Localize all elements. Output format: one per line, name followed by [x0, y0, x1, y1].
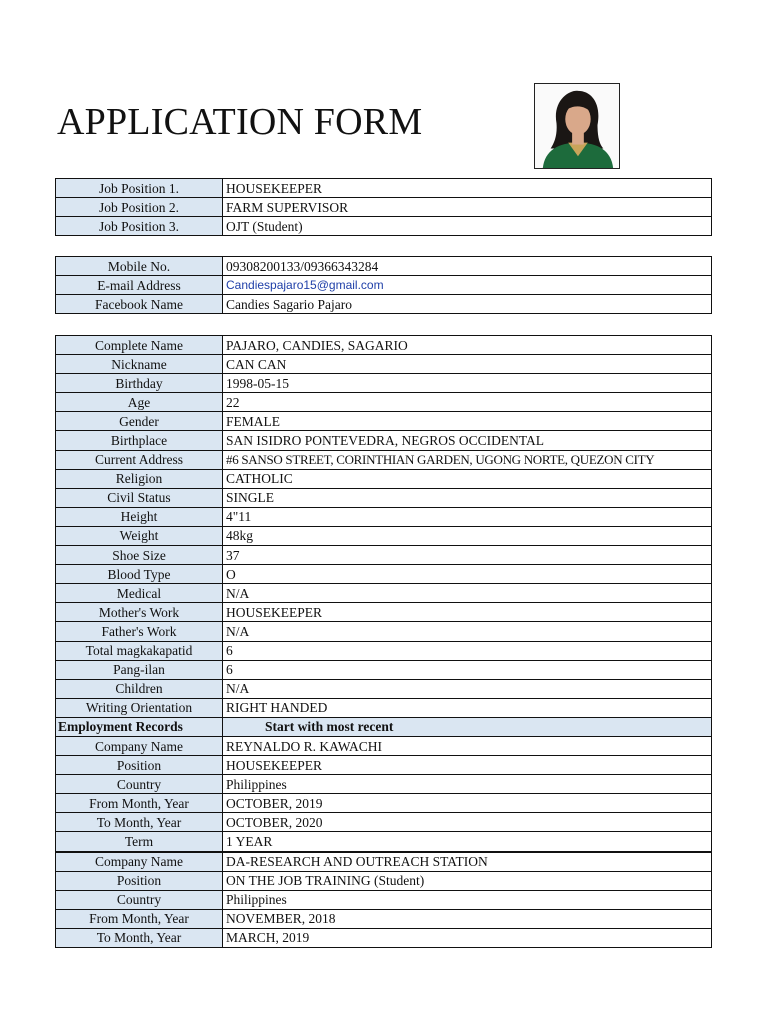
- field-value: HOUSEKEEPER: [223, 756, 712, 775]
- email-link[interactable]: Candiespajaro15@gmail.com: [223, 276, 712, 295]
- field-label: From Month, Year: [56, 909, 223, 928]
- field-label: Children: [56, 679, 223, 698]
- table-row: [56, 469, 712, 488]
- field-value: PAJARO, CANDIES, SAGARIO: [223, 336, 712, 355]
- table-row: [56, 412, 712, 431]
- field-label: Facebook Name: [56, 295, 223, 314]
- field-value: RIGHT HANDED: [223, 698, 712, 717]
- table-row: [56, 507, 712, 526]
- table-row: [56, 679, 712, 698]
- field-label: Country: [56, 890, 223, 909]
- table-row: [56, 909, 712, 928]
- table-row: [56, 736, 712, 755]
- table-row: [56, 852, 712, 872]
- field-label: Country: [56, 775, 223, 794]
- field-label: Blood Type: [56, 565, 223, 584]
- field-value: N/A: [223, 622, 712, 641]
- field-value: DA-RESEARCH AND OUTREACH STATION: [223, 852, 712, 872]
- table-row: [56, 890, 712, 909]
- facebook-value: Candies Sagario Pajaro: [223, 295, 712, 314]
- field-value: Philippines: [223, 775, 712, 794]
- applicant-photo: [534, 83, 620, 169]
- employment-header-label: Employment Records: [56, 717, 223, 736]
- field-value: REYNALDO R. KAWACHI: [223, 736, 712, 755]
- field-value: N/A: [223, 679, 712, 698]
- table-row: [56, 198, 712, 217]
- field-label: Religion: [56, 469, 223, 488]
- contact-table: [55, 256, 712, 314]
- table-row: [56, 374, 712, 393]
- table-row: [56, 698, 712, 717]
- table-row: [56, 565, 712, 584]
- field-label: Height: [56, 507, 223, 526]
- field-value: 48kg: [223, 526, 712, 545]
- field-label: Gender: [56, 412, 223, 431]
- field-label: Shoe Size: [56, 546, 223, 565]
- table-row: [56, 355, 712, 374]
- field-value: 1998-05-15: [223, 374, 712, 393]
- table-row: [56, 794, 712, 813]
- field-value: MARCH, 2019: [223, 928, 712, 947]
- job-positions-table: [55, 178, 712, 236]
- table-row: [56, 641, 712, 660]
- field-value: 6: [223, 641, 712, 660]
- field-label: From Month, Year: [56, 794, 223, 813]
- table-row: [56, 431, 712, 450]
- field-value: HOUSEKEEPER: [223, 603, 712, 622]
- field-value: CAN CAN: [223, 355, 712, 374]
- table-row: [56, 217, 712, 236]
- field-label: To Month, Year: [56, 928, 223, 947]
- field-value: ON THE JOB TRAINING (Student): [223, 871, 712, 890]
- field-value: FARM SUPERVISOR: [223, 198, 712, 217]
- employment-header-note: Start with most recent: [223, 717, 712, 736]
- table-row: [56, 756, 712, 775]
- table-row: [56, 526, 712, 545]
- personal-table: [55, 335, 712, 948]
- field-label: Company Name: [56, 736, 223, 755]
- field-label: Birthday: [56, 374, 223, 393]
- field-value: CATHOLIC: [223, 469, 712, 488]
- field-label: Weight: [56, 526, 223, 545]
- field-label: Birthplace: [56, 431, 223, 450]
- table-row: [56, 276, 712, 295]
- field-value: NOVEMBER, 2018: [223, 909, 712, 928]
- field-label: Age: [56, 393, 223, 412]
- field-value: 37: [223, 546, 712, 565]
- field-value: HOUSEKEEPER: [223, 179, 712, 198]
- field-value: FEMALE: [223, 412, 712, 431]
- table-row: [56, 622, 712, 641]
- table-row: [56, 393, 712, 412]
- field-value: Philippines: [223, 890, 712, 909]
- field-label: Current Address: [56, 450, 223, 469]
- table-row: [56, 179, 712, 198]
- table-row: [56, 871, 712, 890]
- field-value: #6 SANSO STREET, CORINTHIAN GARDEN, UGONG NORTE, QUEZON CITY: [223, 450, 712, 469]
- field-value: 6: [223, 660, 712, 679]
- field-label: E-mail Address: [56, 276, 223, 295]
- table-row: [56, 775, 712, 794]
- table-row: [56, 603, 712, 622]
- field-value: OCTOBER, 2019: [223, 794, 712, 813]
- field-label: Total magkakapatid: [56, 641, 223, 660]
- field-value: OCTOBER, 2020: [223, 813, 712, 832]
- field-label: Writing Orientation: [56, 698, 223, 717]
- field-value: 1 YEAR: [223, 832, 712, 852]
- field-value: OJT (Student): [223, 217, 712, 236]
- form-title: APPLICATION FORM: [57, 101, 423, 143]
- field-label: Company Name: [56, 852, 223, 872]
- table-row: [56, 450, 712, 469]
- field-value: SAN ISIDRO PONTEVEDRA, NEGROS OCCIDENTAL: [223, 431, 712, 450]
- field-label: Position: [56, 756, 223, 775]
- mobile-value: 09308200133/09366343284: [223, 257, 712, 276]
- table-row: [56, 813, 712, 832]
- field-label: Job Position 1.: [56, 179, 223, 198]
- field-label: Job Position 3.: [56, 217, 223, 236]
- employment-header-row: [56, 717, 712, 736]
- field-value: 4"11: [223, 507, 712, 526]
- field-value: 22: [223, 393, 712, 412]
- field-label: Position: [56, 871, 223, 890]
- field-label: Term: [56, 832, 223, 852]
- table-row: [56, 295, 712, 314]
- field-value: SINGLE: [223, 488, 712, 507]
- field-label: To Month, Year: [56, 813, 223, 832]
- field-label: Mother's Work: [56, 603, 223, 622]
- applicant-photo-image: [535, 84, 619, 168]
- field-label: Complete Name: [56, 336, 223, 355]
- field-label: Civil Status: [56, 488, 223, 507]
- field-label: Pang-ilan: [56, 660, 223, 679]
- field-label: Mobile No.: [56, 257, 223, 276]
- table-row: [56, 546, 712, 565]
- table-row: [56, 832, 712, 852]
- table-row: [56, 660, 712, 679]
- field-label: Nickname: [56, 355, 223, 374]
- field-value: N/A: [223, 584, 712, 603]
- table-row: [56, 257, 712, 276]
- table-row: [56, 488, 712, 507]
- table-row: [56, 584, 712, 603]
- field-label: Father's Work: [56, 622, 223, 641]
- field-value: O: [223, 565, 712, 584]
- field-label: Job Position 2.: [56, 198, 223, 217]
- table-row: [56, 336, 712, 355]
- table-row: [56, 928, 712, 947]
- field-label: Medical: [56, 584, 223, 603]
